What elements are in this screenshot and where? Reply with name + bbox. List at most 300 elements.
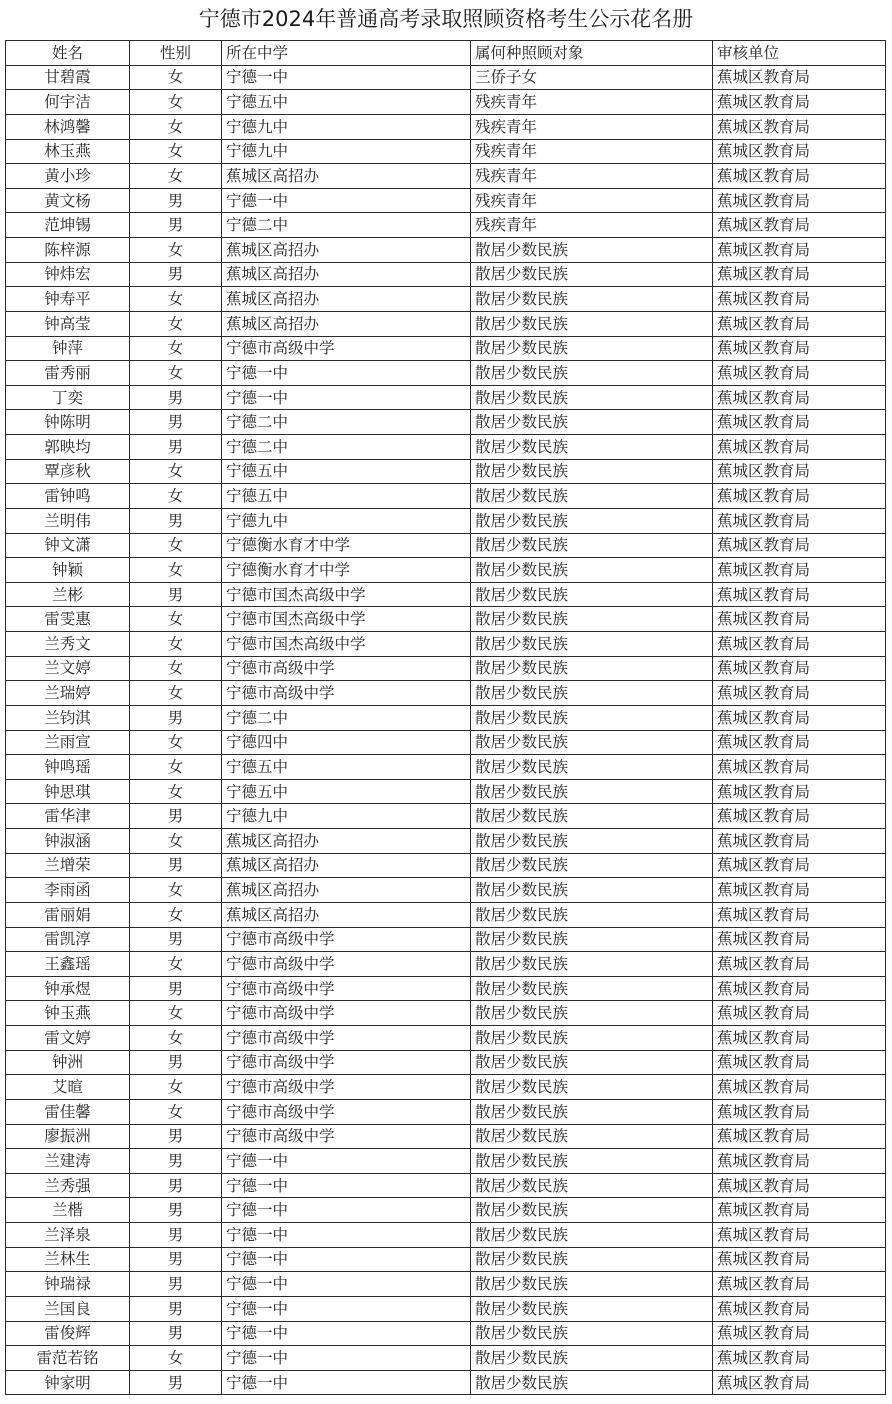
cell-care-type: 散居少数民族	[471, 1075, 713, 1100]
cell-school: 宁德一中	[222, 1173, 471, 1198]
cell-care-type: 散居少数民族	[471, 1321, 713, 1346]
cell-school: 宁德市高级中学	[222, 681, 471, 706]
cell-school: 宁德一中	[222, 1346, 471, 1371]
cell-review-unit: 蕉城区教育局	[713, 188, 886, 213]
table-row	[6, 1296, 886, 1321]
cell-review-unit: 蕉城区教育局	[713, 681, 886, 706]
cell-review-unit: 蕉城区教育局	[713, 311, 886, 336]
cell-school: 宁德市高级中学	[222, 1099, 471, 1124]
cell-school: 蕉城区高招办	[222, 164, 471, 189]
cell-review-unit: 蕉城区教育局	[713, 1149, 886, 1174]
cell-care-type: 散居少数民族	[471, 1149, 713, 1174]
cell-gender: 男	[130, 385, 222, 410]
cell-review-unit: 蕉城区教育局	[713, 1075, 886, 1100]
cell-review-unit: 蕉城区教育局	[713, 287, 886, 312]
cell-gender: 男	[130, 976, 222, 1001]
cell-school: 宁德五中	[222, 90, 471, 115]
cell-care-type: 散居少数民族	[471, 287, 713, 312]
cell-review-unit: 蕉城区教育局	[713, 878, 886, 903]
cell-gender: 男	[130, 1296, 222, 1321]
cell-review-unit: 蕉城区教育局	[713, 607, 886, 632]
cell-name: 兰彬	[6, 582, 130, 607]
cell-care-type: 散居少数民族	[471, 952, 713, 977]
cell-gender: 男	[130, 1050, 222, 1075]
cell-school: 宁德市高级中学	[222, 976, 471, 1001]
cell-name: 兰秀强	[6, 1173, 130, 1198]
cell-review-unit: 蕉城区教育局	[713, 262, 886, 287]
cell-name: 兰钧淇	[6, 705, 130, 730]
table-row	[6, 1075, 886, 1100]
cell-school: 宁德九中	[222, 804, 471, 829]
cell-name: 何宇洁	[6, 90, 130, 115]
cell-gender: 男	[130, 1272, 222, 1297]
cell-care-type: 散居少数民族	[471, 1026, 713, 1051]
table-row	[6, 582, 886, 607]
cell-school: 宁德五中	[222, 755, 471, 780]
cell-care-type: 散居少数民族	[471, 656, 713, 681]
cell-review-unit: 蕉城区教育局	[713, 385, 886, 410]
cell-school: 宁德九中	[222, 139, 471, 164]
cell-gender: 男	[130, 435, 222, 460]
cell-review-unit: 蕉城区教育局	[713, 435, 886, 460]
cell-gender: 女	[130, 238, 222, 263]
cell-name: 雷秀丽	[6, 361, 130, 386]
table-row	[6, 829, 886, 854]
table-row	[6, 361, 886, 386]
cell-care-type: 散居少数民族	[471, 1124, 713, 1149]
cell-school: 宁德市高级中学	[222, 1026, 471, 1051]
cell-name: 范坤锡	[6, 213, 130, 238]
table-row	[6, 164, 886, 189]
cell-school: 宁德一中	[222, 1247, 471, 1272]
cell-school: 宁德二中	[222, 213, 471, 238]
cell-care-type: 散居少数民族	[471, 262, 713, 287]
cell-gender: 男	[130, 188, 222, 213]
cell-school: 宁德市高级中学	[222, 927, 471, 952]
cell-care-type: 散居少数民族	[471, 1247, 713, 1272]
cell-review-unit: 蕉城区教育局	[713, 1001, 886, 1026]
cell-gender: 女	[130, 311, 222, 336]
cell-gender: 女	[130, 632, 222, 657]
table-row	[6, 779, 886, 804]
cell-review-unit: 蕉城区教育局	[713, 1346, 886, 1371]
cell-gender: 女	[130, 558, 222, 583]
cell-gender: 女	[130, 1075, 222, 1100]
cell-care-type: 散居少数民族	[471, 533, 713, 558]
table-row	[6, 1001, 886, 1026]
cell-school: 蕉城区高招办	[222, 829, 471, 854]
cell-name: 钟萍	[6, 336, 130, 361]
cell-care-type: 散居少数民族	[471, 755, 713, 780]
table-row	[6, 853, 886, 878]
cell-name: 黄小珍	[6, 164, 130, 189]
table-row	[6, 287, 886, 312]
cell-gender: 女	[130, 287, 222, 312]
table-row	[6, 902, 886, 927]
cell-care-type: 散居少数民族	[471, 853, 713, 878]
cell-gender: 女	[130, 65, 222, 90]
table-row	[6, 952, 886, 977]
cell-school: 宁德一中	[222, 1223, 471, 1248]
cell-review-unit: 蕉城区教育局	[713, 336, 886, 361]
cell-gender: 男	[130, 1370, 222, 1395]
cell-review-unit: 蕉城区教育局	[713, 705, 886, 730]
cell-care-type: 散居少数民族	[471, 1198, 713, 1223]
cell-care-type: 散居少数民族	[471, 779, 713, 804]
cell-gender: 女	[130, 607, 222, 632]
cell-gender: 男	[130, 508, 222, 533]
cell-review-unit: 蕉城区教育局	[713, 1026, 886, 1051]
cell-name: 钟炜宏	[6, 262, 130, 287]
cell-name: 钟家明	[6, 1370, 130, 1395]
table-row	[6, 139, 886, 164]
cell-review-unit: 蕉城区教育局	[713, 238, 886, 263]
cell-gender: 男	[130, 1173, 222, 1198]
table-row	[6, 632, 886, 657]
cell-school: 宁德五中	[222, 779, 471, 804]
table-row	[6, 459, 886, 484]
table-row	[6, 262, 886, 287]
cell-school: 宁德四中	[222, 730, 471, 755]
cell-name: 钟玉燕	[6, 1001, 130, 1026]
cell-gender: 男	[130, 262, 222, 287]
cell-gender: 男	[130, 705, 222, 730]
table-header	[6, 41, 886, 66]
cell-review-unit: 蕉城区教育局	[713, 632, 886, 657]
cell-gender: 男	[130, 853, 222, 878]
table-row	[6, 508, 886, 533]
cell-review-unit: 蕉城区教育局	[713, 508, 886, 533]
cell-review-unit: 蕉城区教育局	[713, 114, 886, 139]
cell-review-unit: 蕉城区教育局	[713, 779, 886, 804]
cell-school: 宁德一中	[222, 385, 471, 410]
cell-review-unit: 蕉城区教育局	[713, 558, 886, 583]
cell-name: 兰建涛	[6, 1149, 130, 1174]
cell-care-type: 散居少数民族	[471, 558, 713, 583]
cell-school: 宁德市高级中学	[222, 1001, 471, 1026]
cell-care-type: 散居少数民族	[471, 1346, 713, 1371]
table-row	[6, 1346, 886, 1371]
cell-name: 雷凯淳	[6, 927, 130, 952]
cell-school: 宁德一中	[222, 1149, 471, 1174]
cell-name: 钟文潇	[6, 533, 130, 558]
cell-school: 宁德一中	[222, 65, 471, 90]
table-row	[6, 1321, 886, 1346]
cell-review-unit: 蕉城区教育局	[713, 853, 886, 878]
cell-review-unit: 蕉城区教育局	[713, 459, 886, 484]
cell-gender: 男	[130, 582, 222, 607]
cell-name: 李雨函	[6, 878, 130, 903]
cell-care-type: 散居少数民族	[471, 927, 713, 952]
cell-name: 兰楷	[6, 1198, 130, 1223]
column-header-name: 姓名	[6, 41, 130, 66]
cell-review-unit: 蕉城区教育局	[713, 582, 886, 607]
cell-care-type: 残疾青年	[471, 213, 713, 238]
cell-name: 甘碧霞	[6, 65, 130, 90]
cell-school: 蕉城区高招办	[222, 287, 471, 312]
cell-care-type: 散居少数民族	[471, 607, 713, 632]
cell-review-unit: 蕉城区教育局	[713, 139, 886, 164]
cell-care-type: 散居少数民族	[471, 632, 713, 657]
cell-review-unit: 蕉城区教育局	[713, 656, 886, 681]
table-row	[6, 533, 886, 558]
cell-review-unit: 蕉城区教育局	[713, 1050, 886, 1075]
cell-care-type: 散居少数民族	[471, 410, 713, 435]
table-row	[6, 1026, 886, 1051]
cell-name: 廖振洲	[6, 1124, 130, 1149]
table-row	[6, 878, 886, 903]
cell-name: 兰增荣	[6, 853, 130, 878]
cell-school: 宁德一中	[222, 1198, 471, 1223]
cell-review-unit: 蕉城区教育局	[713, 952, 886, 977]
cell-review-unit: 蕉城区教育局	[713, 902, 886, 927]
cell-care-type: 散居少数民族	[471, 1001, 713, 1026]
cell-gender: 女	[130, 902, 222, 927]
cell-name: 钟思琪	[6, 779, 130, 804]
cell-gender: 女	[130, 779, 222, 804]
table-row	[6, 1050, 886, 1075]
cell-name: 兰秀文	[6, 632, 130, 657]
cell-review-unit: 蕉城区教育局	[713, 533, 886, 558]
cell-care-type: 散居少数民族	[471, 681, 713, 706]
table-row	[6, 1370, 886, 1395]
cell-gender: 女	[130, 484, 222, 509]
cell-name: 林鸿馨	[6, 114, 130, 139]
table-row	[6, 681, 886, 706]
table-row	[6, 1124, 886, 1149]
cell-school: 宁德市高级中学	[222, 336, 471, 361]
column-header-gender: 性别	[130, 41, 222, 66]
roster-table	[5, 40, 886, 1395]
cell-gender: 女	[130, 656, 222, 681]
cell-gender: 男	[130, 1198, 222, 1223]
cell-school: 宁德五中	[222, 484, 471, 509]
cell-review-unit: 蕉城区教育局	[713, 484, 886, 509]
cell-care-type: 残疾青年	[471, 139, 713, 164]
cell-gender: 女	[130, 164, 222, 189]
table-row	[6, 705, 886, 730]
cell-name: 兰明伟	[6, 508, 130, 533]
cell-care-type: 散居少数民族	[471, 705, 713, 730]
cell-care-type: 散居少数民族	[471, 484, 713, 509]
table-row	[6, 1223, 886, 1248]
cell-name: 钟寿平	[6, 287, 130, 312]
cell-care-type: 散居少数民族	[471, 1272, 713, 1297]
cell-care-type: 散居少数民族	[471, 1223, 713, 1248]
cell-school: 宁德市高级中学	[222, 1075, 471, 1100]
cell-name: 覃彦秋	[6, 459, 130, 484]
cell-name: 钟鸣瑶	[6, 755, 130, 780]
cell-name: 郭映均	[6, 435, 130, 460]
cell-gender: 女	[130, 459, 222, 484]
cell-name: 雷丽娟	[6, 902, 130, 927]
cell-gender: 女	[130, 533, 222, 558]
cell-name: 钟陈明	[6, 410, 130, 435]
table-row	[6, 410, 886, 435]
cell-care-type: 散居少数民族	[471, 435, 713, 460]
cell-care-type: 散居少数民族	[471, 804, 713, 829]
cell-name: 艾暄	[6, 1075, 130, 1100]
cell-name: 钟洲	[6, 1050, 130, 1075]
table-row	[6, 755, 886, 780]
table-row	[6, 114, 886, 139]
cell-gender: 女	[130, 952, 222, 977]
cell-school: 宁德市国杰高级中学	[222, 582, 471, 607]
cell-gender: 女	[130, 1346, 222, 1371]
cell-name: 王鑫瑶	[6, 952, 130, 977]
cell-name: 雷文婷	[6, 1026, 130, 1051]
cell-review-unit: 蕉城区教育局	[713, 1173, 886, 1198]
cell-gender: 男	[130, 1321, 222, 1346]
table-row	[6, 730, 886, 755]
table-row	[6, 1099, 886, 1124]
cell-review-unit: 蕉城区教育局	[713, 730, 886, 755]
cell-school: 宁德一中	[222, 1321, 471, 1346]
cell-care-type: 散居少数民族	[471, 829, 713, 854]
cell-review-unit: 蕉城区教育局	[713, 829, 886, 854]
cell-school: 宁德市高级中学	[222, 1050, 471, 1075]
cell-care-type: 散居少数民族	[471, 311, 713, 336]
cell-gender: 女	[130, 730, 222, 755]
table-row	[6, 656, 886, 681]
cell-care-type: 散居少数民族	[471, 1050, 713, 1075]
cell-gender: 女	[130, 1099, 222, 1124]
cell-school: 宁德一中	[222, 1296, 471, 1321]
cell-gender: 男	[130, 1124, 222, 1149]
cell-gender: 女	[130, 878, 222, 903]
cell-gender: 女	[130, 1001, 222, 1026]
cell-school: 宁德市高级中学	[222, 952, 471, 977]
cell-school: 宁德市国杰高级中学	[222, 632, 471, 657]
table-row	[6, 804, 886, 829]
cell-care-type: 散居少数民族	[471, 902, 713, 927]
table-row	[6, 1173, 886, 1198]
table-row	[6, 213, 886, 238]
cell-gender: 女	[130, 139, 222, 164]
cell-review-unit: 蕉城区教育局	[713, 164, 886, 189]
cell-care-type: 残疾青年	[471, 188, 713, 213]
cell-name: 林玉燕	[6, 139, 130, 164]
cell-name: 雷范若铭	[6, 1346, 130, 1371]
cell-school: 宁德二中	[222, 435, 471, 460]
cell-name: 兰瑞婷	[6, 681, 130, 706]
cell-care-type: 残疾青年	[471, 164, 713, 189]
cell-school: 宁德市国杰高级中学	[222, 607, 471, 632]
cell-review-unit: 蕉城区教育局	[713, 976, 886, 1001]
cell-care-type: 散居少数民族	[471, 878, 713, 903]
cell-school: 宁德市高级中学	[222, 1124, 471, 1149]
cell-school: 宁德市高级中学	[222, 656, 471, 681]
table-row	[6, 1247, 886, 1272]
cell-name: 陈梓源	[6, 238, 130, 263]
cell-name: 钟高莹	[6, 311, 130, 336]
cell-school: 蕉城区高招办	[222, 902, 471, 927]
cell-review-unit: 蕉城区教育局	[713, 804, 886, 829]
cell-name: 雷佳馨	[6, 1099, 130, 1124]
page-title: 宁德市2024年普通高考录取照顾资格考生公示花名册	[198, 7, 694, 31]
table-row	[6, 976, 886, 1001]
cell-care-type: 三侨子女	[471, 65, 713, 90]
column-header-review-unit: 审核单位	[713, 41, 886, 66]
cell-gender: 女	[130, 361, 222, 386]
cell-gender: 女	[130, 1026, 222, 1051]
cell-school: 蕉城区高招办	[222, 311, 471, 336]
cell-care-type: 残疾青年	[471, 90, 713, 115]
cell-care-type: 散居少数民族	[471, 238, 713, 263]
cell-review-unit: 蕉城区教育局	[713, 1099, 886, 1124]
cell-school: 宁德一中	[222, 188, 471, 213]
cell-review-unit: 蕉城区教育局	[713, 1223, 886, 1248]
table-row	[6, 385, 886, 410]
table-row	[6, 607, 886, 632]
cell-review-unit: 蕉城区教育局	[713, 927, 886, 952]
cell-school: 宁德衡水育才中学	[222, 558, 471, 583]
cell-gender: 男	[130, 1247, 222, 1272]
column-header-care-type: 属何种照顾对象	[471, 41, 713, 66]
cell-review-unit: 蕉城区教育局	[713, 1198, 886, 1223]
cell-name: 雷华津	[6, 804, 130, 829]
cell-gender: 男	[130, 1223, 222, 1248]
table-row	[6, 90, 886, 115]
cell-care-type: 散居少数民族	[471, 508, 713, 533]
table-row	[6, 1272, 886, 1297]
cell-gender: 女	[130, 336, 222, 361]
table-row	[6, 336, 886, 361]
cell-care-type: 散居少数民族	[471, 976, 713, 1001]
cell-gender: 男	[130, 213, 222, 238]
table-row	[6, 311, 886, 336]
cell-name: 钟颖	[6, 558, 130, 583]
cell-care-type: 散居少数民族	[471, 1173, 713, 1198]
cell-care-type: 散居少数民族	[471, 336, 713, 361]
cell-care-type: 散居少数民族	[471, 582, 713, 607]
cell-gender: 女	[130, 114, 222, 139]
cell-name: 兰雨宣	[6, 730, 130, 755]
table-row	[6, 238, 886, 263]
cell-review-unit: 蕉城区教育局	[713, 90, 886, 115]
cell-school: 蕉城区高招办	[222, 262, 471, 287]
cell-school: 宁德九中	[222, 114, 471, 139]
table-body	[6, 65, 886, 1395]
table-row	[6, 65, 886, 90]
cell-gender: 女	[130, 755, 222, 780]
table-row	[6, 188, 886, 213]
cell-care-type: 散居少数民族	[471, 385, 713, 410]
cell-care-type: 散居少数民族	[471, 1370, 713, 1395]
cell-gender: 男	[130, 927, 222, 952]
cell-name: 兰文婷	[6, 656, 130, 681]
header-row	[6, 41, 886, 66]
cell-school: 宁德二中	[222, 410, 471, 435]
cell-review-unit: 蕉城区教育局	[713, 1272, 886, 1297]
cell-school: 蕉城区高招办	[222, 853, 471, 878]
cell-gender: 男	[130, 410, 222, 435]
cell-school: 宁德九中	[222, 508, 471, 533]
cell-review-unit: 蕉城区教育局	[713, 1370, 886, 1395]
cell-name: 兰泽泉	[6, 1223, 130, 1248]
cell-school: 宁德五中	[222, 459, 471, 484]
cell-school: 宁德一中	[222, 361, 471, 386]
cell-care-type: 散居少数民族	[471, 730, 713, 755]
cell-name: 雷钟鸣	[6, 484, 130, 509]
table-row	[6, 1198, 886, 1223]
table-row	[6, 558, 886, 583]
cell-school: 宁德衡水育才中学	[222, 533, 471, 558]
cell-school: 宁德一中	[222, 1272, 471, 1297]
cell-care-type: 散居少数民族	[471, 459, 713, 484]
table-row	[6, 435, 886, 460]
table-row	[6, 927, 886, 952]
